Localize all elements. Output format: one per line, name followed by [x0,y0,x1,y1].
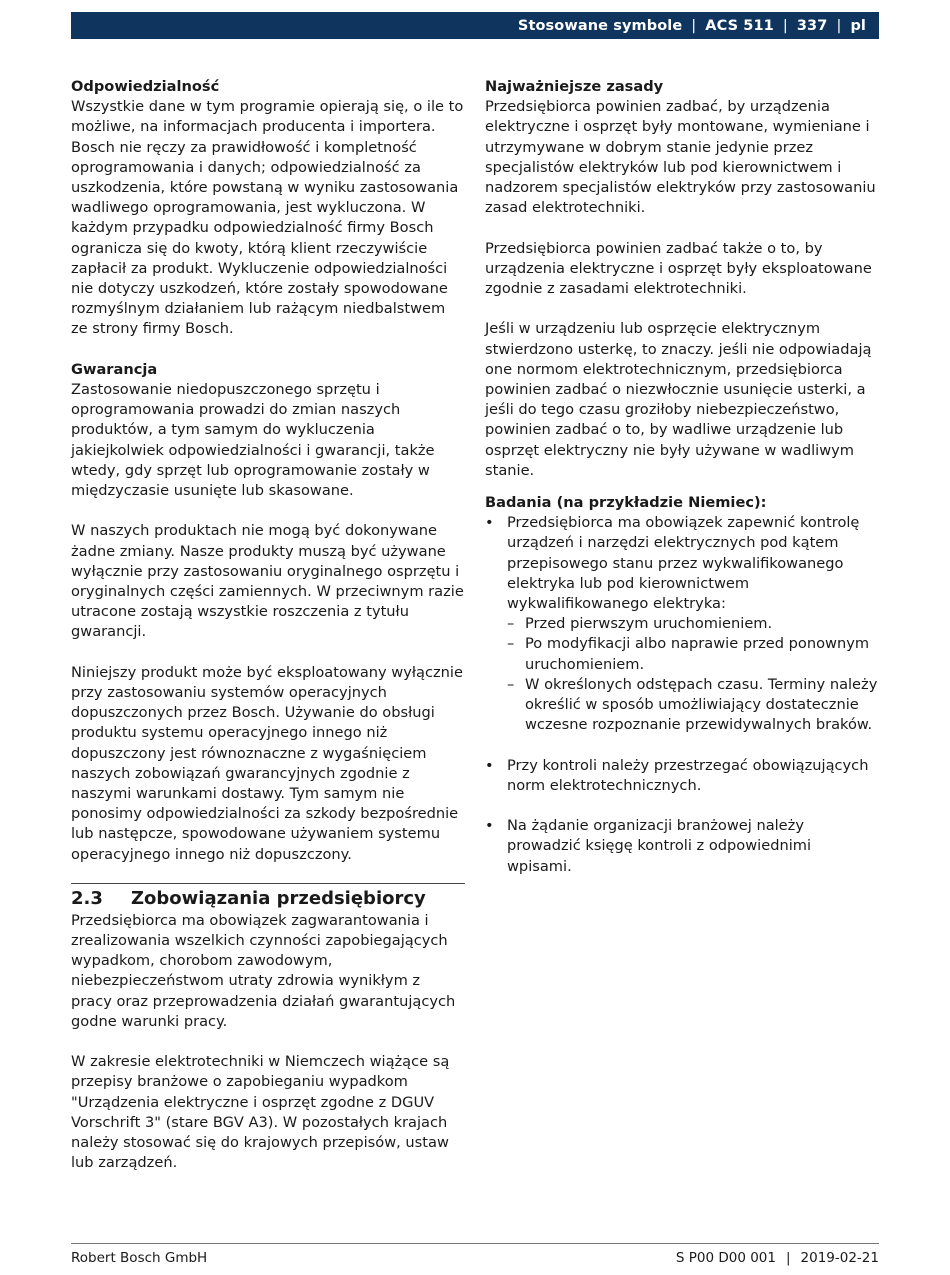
section-heading [71,883,465,911]
header-language: pl [850,17,866,34]
rules-paragraph-1: Przedsiębiorca powinien zadbać, by urządzenia elektryczne i osprzęt były montowane, wymieniane i utrzymywane w dobrym stanie jedynie przez specjalistów elektryków lub pod kierownictwem i nadzorem specjalistów elektryków przy zastosowaniu zasad elektrotechniki. [485,98,876,217]
liability-heading: Odpowiedzialność [71,78,220,95]
warranty-heading: Gwarancja [71,360,158,378]
list-item [485,513,879,755]
rules-paragraph-2: Przedsiębiorca powinien zadbać także o to, by urządzenia elektryczne i osprzęt były eksploatowane zgodnie z zasadami elektrotechniki. [485,239,872,298]
dash-item: – W określonych odstępach czasu. Terminy należy określić w sposób umożliwiający dostatecznie wczesne rozpoznanie przewidywalnych braków. [507,675,879,736]
list-item [485,756,879,817]
tests-heading: Badania (na przykładzie Niemiec): [485,494,767,512]
footer-doc-id: S P00 D00 001 [675,1250,776,1266]
dash-item: – Przed pierwszym uruchomieniem. [507,614,879,634]
footer-doc-info [676,1250,879,1266]
rules-heading: Najważniejsze zasady [485,78,664,95]
rules-paragraph-3: Jeśli w urządzeniu lub osprzęcie elektrycznym stwierdzono usterkę, to znaczy. jeśli nie odpowiadają one normom elektrotechnicznym, przedsiębiorca powinien zadbać o niezwłocznie usunięcie usterki, a jeśli do tego czasu groziłoby niebezpieczeństwo, powinien zadbać o to, by wadliwe urządzenie lub osprzęt elektryczny nie były używane w wadliwym stanie. [485,320,872,479]
page-footer [71,1250,879,1266]
bullet-text: Przy kontroli należy przestrzegać obowiązujących norm elektrotechnicznych. [507,756,869,794]
left-column [71,77,465,1174]
header-product: ACS 511 [705,17,774,34]
bullet-text: Przedsiębiorca ma obowiązek zapewnić kontrolę urządzeń i narzędzi elektrycznych pod kątem przepisowego stanu przez wykwalifikowanego elektryka lub pod kierownictwem wykwalifikowanego elektryka: [507,514,860,613]
header-separator: | [691,17,697,34]
dash-list [507,614,879,735]
right-column [485,77,879,877]
section-number: 2.3 [71,887,103,909]
footer-divider [71,1243,879,1244]
header-separator: | [836,17,842,34]
header-separator: | [782,17,788,34]
warranty-paragraph-2: W naszych produktach nie mogą być dokonywane żadne zmiany. Nasze produkty muszą być używane wyłącznie przy zastosowaniu oryginalnego osprzętu i oryginalnych części zamiennych. W przeciwnym razie utracone zostają wszystkie roszczenia z tytułu gwarancji. [71,522,464,641]
warranty-paragraph-1: Zastosowanie niedopuszczonego sprzętu i oprogramowania prowadzi do zmian naszych produktów, a tym samym do wykluczenia jakiejkolwiek odpowiedzialności i gwarancji, także wtedy, gdy sprzęt lub oprogramowanie zostały w międzyczasie usunięte lub skasowane. [71,381,435,500]
warranty-paragraph-3: Niniejszy produkt może być eksploatowany wyłącznie przy zastosowaniu systemów operacyjnych dopuszczonych przez Bosch. Używanie do obsługi produktu systemu operacyjnego innego niż dopuszczony jest równoznaczne z wygaśnięciem naszych zobowiązań gwarancyjnych zgodnie z naszymi warunkami dostawy. Tym samym nie ponosimy odpowiedzialności za szkody bezpośrednie lub następcze, spowodowane używaniem systemu operacyjnego innego niż dopuszczony. [71,663,463,863]
list-item [485,816,879,877]
page-header [71,12,879,39]
footer-separator: | [785,1250,791,1266]
header-section: Stosowane symbole [517,17,683,34]
section-title: Zobowiązania przedsiębiorcy [131,887,426,909]
bullet-text: Na żądanie organizacji branżowej należy prowadzić księgę kontroli z odpowiednimi wpisami. [507,817,812,875]
liability-paragraph: Wszystkie dane w tym programie opierają się, o ile to możliwe, na informacjach producenta i importera. Bosch nie ręczy za prawidłowość i kompletność oprogramowania i danych; odpowiedzialność za uszkodzenia, które powstaną w wyniku zastosowania wadliwego oprogramowania, jest wykluczona. W każdym przypadku odpowiedzialność firmy Bosch ogranicza się do kwoty, którą klient rzeczywiście zapłacił za produkt. Wykluczenie odpowiedzialności nie dotyczy uszkodzeń, które zostały spowodowane rozmyślnym działaniem lub rażącym niedbalstwem ze strony firmy Bosch. [71,98,464,338]
dash-item: – Po modyfikacji albo naprawie przed ponownym uruchomieniem. [507,634,879,674]
footer-date: 2019-02-21 [800,1250,879,1266]
duty-paragraph-1: Przedsiębiorca ma obowiązek zagwarantowania i zrealizowania wszelkich czynności zapobiegających wypadkom, chorobom zawodowym, niebezpieczeństwom utraty zdrowia wynikłym z pracy oraz przeprowadzenia działań gwarantujących godne warunki pracy. [71,911,456,1030]
duty-paragraph-2: W zakresie elektrotechniki w Niemczech wiążące są przepisy branżowe o zapobieganiu wypadkom "Urządzenia elektryczne i osprzęt zgodne z DGUV Vorschrift 3" (stare BGV A3). W pozostałych krajach należy stosować się do krajowych przepisów, ustaw lub zarządzeń. [71,1053,450,1172]
tests-list [485,513,879,877]
footer-company: Robert Bosch GmbH [71,1250,208,1266]
header-page-number: 337 [796,17,828,34]
